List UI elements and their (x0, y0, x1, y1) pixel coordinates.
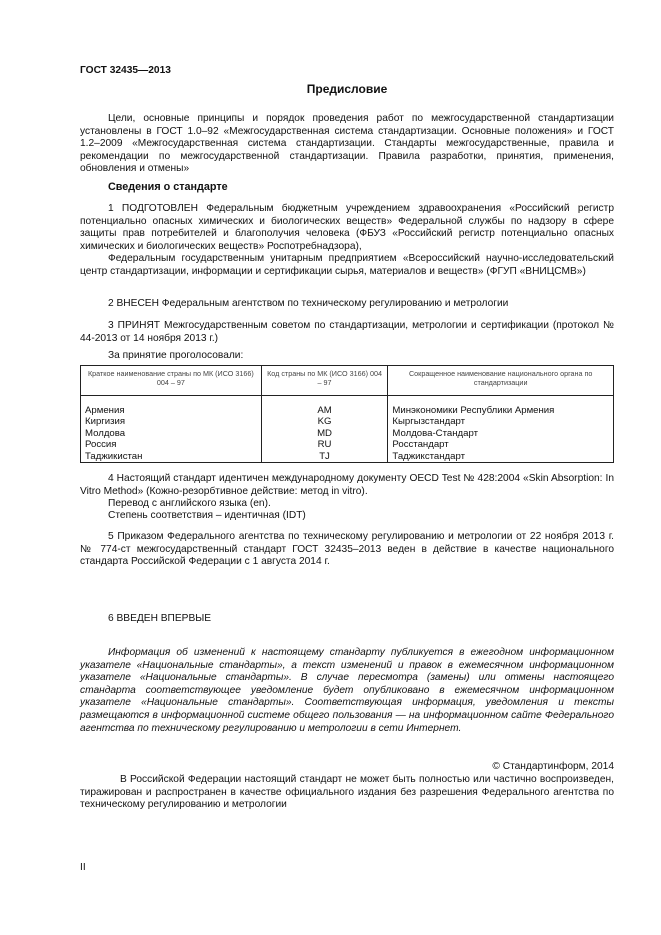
authority-name: Кыргызстандарт (388, 416, 614, 427)
country-code: AM (261, 396, 388, 417)
section-title: Сведения о стандарте (108, 181, 228, 193)
table-header-row (81, 366, 614, 396)
item-3-adopted: 3 ПРИНЯТ Межгосударственным советом по стандартизации, метрологии и сертификации (протокол № 44-2013 от 14 ноября 2013 г.) (80, 320, 614, 344)
country-name: Армения (81, 396, 262, 417)
item-5-order: 5 Приказом Федерального агентства по техническому регулированию и метрологии от 22 ноября 2013 г. № 774-ст межгосударственный стандарт ГОСТ 32435–2013 веден в действие в качестве национального стандарта Российской Федерации с 1 августа 2014 г. (80, 531, 614, 568)
authority-name: Росстандарт (388, 439, 614, 450)
item-2-introduced: 2 ВНЕСЕН Федеральным агентством по техническому регулированию и метрологии (108, 298, 509, 309)
page-title: Предисловие (306, 82, 388, 96)
item-4-degree: Степень соответствия – идентичная (IDT) (108, 510, 306, 521)
item-4-identical: 4 Настоящий стандарт идентичен международному документу OECD Test № 428:2004 «Skin Absorption: In Vitro Method» (Кожно-резорбтивное действие: метод in vitro). (80, 473, 614, 497)
column-header-authority: Сокращенное наименование национального органа по стандартизации (388, 366, 614, 396)
authority-name: Таджикстандарт (388, 451, 614, 463)
country-code: MD (261, 428, 388, 439)
info-paragraph: Информация об изменений к настоящему стандарту публикуется в ежегодном информационном указателе «Национальные стандарты», а текст изменений и правок в ежемесячном информационном указателе «Национальные стандарты». В случае пересмотра (замены) или отмены настоящего стандарта соответствующее уведомление будет опубликовано в ежемесячном информационном указателе «Национальные стандарты». Соответствующая информация, уведомления и тексты размещаются в информационной системе общего пользования — на информационном сайте Федерального агентства по техническому регулированию и метрологии в сети Интернет. (80, 647, 614, 734)
table-row (81, 396, 614, 417)
table-row (81, 428, 614, 439)
country-name: Россия (81, 439, 262, 450)
copyright-line: © Стандартинформ, 2014 (492, 761, 614, 772)
country-code: KG (261, 416, 388, 427)
country-code: TJ (261, 451, 388, 463)
item-4-translation: Перевод с английского языка (en). (108, 498, 271, 509)
country-name: Киргизия (81, 416, 262, 427)
country-code: RU (261, 439, 388, 450)
copyright-text: В Российской Федерации настоящий стандарт не может быть полностью или частично воспроизведен, тиражирован и распространен в качестве официального издания без разрешения Федерального агентства по техническому регулированию и метрологии (80, 774, 614, 811)
country-name: Молдова (81, 428, 262, 439)
document-code: ГОСТ 32435—2013 (80, 65, 171, 76)
table-row (81, 439, 614, 450)
country-name: Таджикистан (81, 451, 262, 463)
authority-name: Минэкономики Республики Армения (388, 396, 614, 417)
page-number: II (80, 862, 86, 873)
column-header-code: Код страны по МК (ИСО 3166) 004 – 97 (261, 366, 388, 396)
intro-paragraph: Цели, основные принципы и порядок проведения работ по межгосударственной стандартизации установлены в ГОСТ 1.0–92 «Межгосударственная система стандартизации. Основные положения» и ГОСТ 1.2–2009 «Межгосударственная система стандартизации. Стандарты межгосударственные, правила и рекомендации по межгосударственной стандартизации. Правила разработки, принятия, применения, обновления и отмены» (80, 113, 614, 175)
table-row (81, 416, 614, 427)
authority-name: Молдова-Стандарт (388, 428, 614, 439)
table-row (81, 451, 614, 463)
column-header-country: Краткое наименование страны по МК (ИСО 3166) 004 – 97 (81, 366, 262, 396)
item-1-coauthor: Федеральным государственным унитарным предприятием «Всероссийский научно-исследовательский центр стандартизации, информации и сертификации сырья, материалов и веществ» (ФГУП «ВНИЦСМВ») (80, 253, 614, 277)
votes-table (80, 365, 614, 463)
item-6-first-time: 6 ВВЕДЕН ВПЕРВЫЕ (108, 613, 212, 624)
item-1-prepared: 1 ПОДГОТОВЛЕН Федеральным бюджетным учреждением здравоохранения «Российский регистр потенциально опасных химических и биологических веществ» Федеральной службы по надзору в сфере защиты прав потребителей и благополучия человека (ФБУЗ «Российский регистр потенциально опасных химических и биологических веществ» Роспотребнадзора), (80, 203, 614, 252)
vote-label: За принятие проголосовали: (108, 350, 244, 361)
